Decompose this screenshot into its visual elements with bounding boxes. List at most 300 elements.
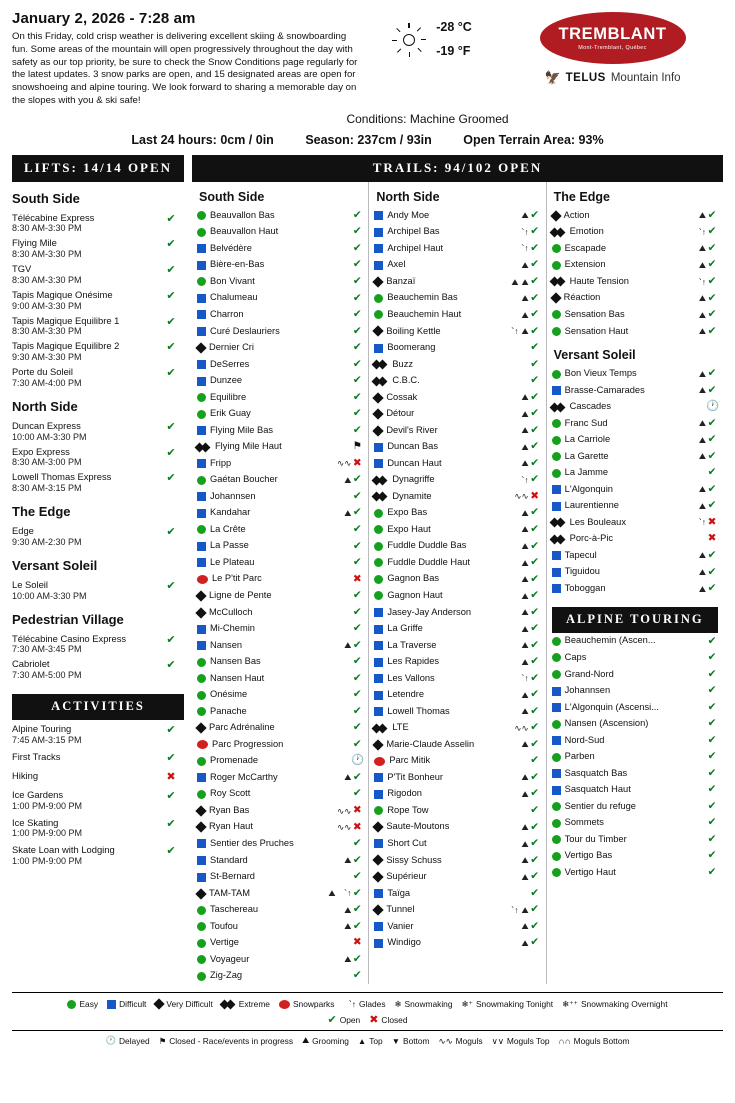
trail-row[interactable] (374, 786, 540, 803)
bottom-icon: ▼ (391, 1035, 400, 1046)
telus-logo (502, 70, 723, 86)
trail-icons (495, 540, 529, 553)
trail-column-title: The Edge (553, 189, 610, 204)
lift-row[interactable] (12, 469, 184, 495)
trail-row[interactable] (197, 290, 363, 307)
activity-row[interactable] (12, 720, 184, 748)
trail-row[interactable] (552, 498, 718, 515)
trail-row[interactable] (197, 703, 363, 720)
trail-row[interactable] (374, 869, 540, 886)
trail-row[interactable] (374, 737, 540, 754)
grooming-icon: ⛰ (521, 441, 529, 452)
trail-row[interactable] (374, 571, 540, 588)
status-open-icon: ✔ (530, 473, 540, 486)
trail-row[interactable] (197, 852, 363, 869)
trail-row[interactable] (197, 770, 363, 787)
lift-row[interactable] (12, 577, 184, 603)
status-open-icon: ✔ (707, 225, 717, 238)
trail-name: Chalumeau (210, 292, 258, 303)
trail-name: Le Plateau (210, 556, 255, 567)
difficulty-dd-icon (374, 377, 388, 386)
lift-row[interactable] (12, 418, 184, 444)
trail-row[interactable] (197, 505, 363, 522)
trail-row[interactable] (552, 366, 718, 383)
logo-subtitle: Mont-Tremblant, Québec (578, 45, 647, 51)
difficulty-green-icon (197, 972, 206, 981)
trail-row[interactable] (197, 819, 363, 836)
trail-name: Voyageur (210, 953, 250, 964)
grooming-icon: ⛰ (698, 550, 706, 561)
trail-row[interactable] (374, 323, 540, 340)
trail-name: Sensation Bas (564, 308, 625, 319)
difficulty-blue-icon (374, 344, 383, 353)
status-open-icon: ✔ (530, 638, 540, 651)
trail-name: Parben (564, 751, 595, 762)
trail-icons (495, 259, 529, 272)
trail-name: Nord-Sud (564, 734, 605, 745)
trail-row[interactable] (552, 241, 718, 258)
trail-row[interactable] (374, 654, 540, 671)
legend-item (562, 999, 667, 1009)
lift-name: Tapis Magique Equilibre 1 (12, 314, 120, 326)
difficulty-blue-icon (197, 492, 206, 501)
trail-row[interactable] (197, 720, 363, 737)
status-open-icon: ✔ (707, 208, 717, 221)
tremblant-logo (540, 12, 686, 64)
trail-row[interactable] (374, 670, 540, 687)
difficulty-green-icon (197, 790, 206, 799)
status-open-icon: ✔ (707, 582, 717, 595)
difficulty-green-icon (197, 757, 206, 766)
trail-row[interactable] (552, 699, 718, 716)
trail-row[interactable] (197, 307, 363, 324)
trail-row[interactable] (552, 683, 718, 700)
trail-name: Emotion (569, 226, 604, 237)
lift-row[interactable] (12, 364, 184, 390)
difficulty-blue-icon (197, 294, 206, 303)
status-open-icon: ✔ (352, 473, 362, 486)
lift-name: Télécabine Express (12, 211, 95, 223)
trail-icons (495, 738, 529, 751)
trail-row[interactable] (552, 399, 718, 416)
trail-row[interactable] (197, 654, 363, 671)
trail-icons (495, 606, 529, 619)
trail-column (368, 182, 545, 985)
trail-row[interactable] (197, 571, 363, 588)
trail-row[interactable] (374, 902, 540, 919)
stat-last-24-hours: Last 24 hours: 0cm / 0in (131, 132, 274, 147)
trail-row[interactable] (552, 716, 718, 733)
legend-item (395, 999, 453, 1009)
trail-row[interactable] (374, 687, 540, 704)
trail-row[interactable] (374, 720, 540, 737)
status-open-icon: ✔ (707, 275, 717, 288)
trail-row[interactable] (374, 538, 540, 555)
trail-row[interactable] (197, 224, 363, 241)
trail-row[interactable] (552, 465, 718, 482)
lift-name: Porte du Soleil (12, 366, 73, 377)
lift-status-icon: ✔ (166, 212, 176, 225)
trail-row[interactable] (197, 687, 363, 704)
trail-row[interactable] (374, 489, 540, 506)
legend-label: Very Difficult (166, 999, 213, 1010)
trail-row[interactable] (197, 803, 363, 820)
grooming-icon: ⛰ (521, 855, 529, 866)
difficulty-dd-icon (552, 518, 566, 527)
glades-icon: ︑↑ (515, 243, 529, 254)
trail-name: Roger McCarthy (210, 771, 278, 782)
trail-icons (495, 507, 529, 520)
trail-name: Ryan Haut (209, 821, 253, 832)
status-open-icon: ✔ (530, 357, 540, 370)
trail-name: St-Bernard (210, 871, 255, 882)
trail-row[interactable] (552, 848, 718, 865)
trail-row[interactable] (197, 389, 363, 406)
trail-row[interactable] (374, 604, 540, 621)
trail-row[interactable] (197, 902, 363, 919)
trail-row[interactable] (552, 307, 718, 324)
trail-row[interactable] (552, 257, 718, 274)
snowmaking-icon: ❄ (394, 999, 402, 1010)
trail-name: La Carriole (564, 434, 611, 445)
trail-name: Fuddle Duddle Bas (387, 540, 467, 551)
trail-row[interactable] (197, 323, 363, 340)
trail-name: Gagnon Haut (387, 590, 443, 601)
trail-row[interactable] (197, 538, 363, 555)
trail-row[interactable] (197, 241, 363, 258)
trail-row[interactable] (374, 373, 540, 390)
trail-row[interactable] (197, 274, 363, 291)
flag-icon: ⚑ (158, 1035, 167, 1046)
difficulty-blue-icon (552, 769, 561, 778)
difficulty-dd-icon (552, 535, 566, 544)
difficulty-blue-icon (197, 625, 206, 634)
status-open-icon: ✔ (352, 638, 362, 651)
trail-row[interactable] (374, 637, 540, 654)
trail-name: Expo Bas (387, 507, 428, 518)
trail-row[interactable] (374, 290, 540, 307)
glades-icon: ︑↑ (343, 999, 356, 1010)
lift-status-icon: ✔ (166, 367, 176, 379)
trail-row[interactable] (197, 885, 363, 902)
trail-row[interactable] (197, 935, 363, 952)
trail-row[interactable] (374, 439, 540, 456)
trail-row[interactable] (197, 869, 363, 886)
trail-name: Axel (387, 259, 406, 270)
trail-row[interactable] (197, 340, 363, 357)
trail-row[interactable] (197, 208, 363, 225)
trail-row[interactable] (197, 522, 363, 539)
trail-row[interactable] (197, 786, 363, 803)
trail-row[interactable] (552, 224, 718, 241)
trail-row[interactable] (374, 770, 540, 787)
trail-row[interactable] (197, 257, 363, 274)
lift-status-icon: ✔ (166, 526, 176, 538)
lift-status-icon: ✔ (166, 472, 176, 485)
trail-row[interactable] (552, 765, 718, 782)
status-open-icon: ✔ (530, 522, 540, 535)
trail-name: Les Vallons (387, 672, 435, 683)
difficulty-blue-icon (197, 856, 206, 865)
difficulty-green-icon (197, 476, 206, 485)
activity-row[interactable] (12, 748, 184, 767)
lift-status-icon: ✔ (166, 289, 176, 302)
trail-name: Andy Moe (387, 209, 430, 220)
lift-row[interactable] (12, 210, 184, 236)
trail-icons (317, 854, 351, 867)
trail-row[interactable] (197, 836, 363, 853)
trail-row[interactable] (374, 703, 540, 720)
trail-row[interactable] (197, 406, 363, 423)
grooming-icon: ⛰ (698, 434, 706, 445)
legend-row-status (12, 1013, 723, 1026)
trail-row[interactable] (552, 650, 718, 667)
trail-row[interactable] (374, 836, 540, 853)
trail-row[interactable] (197, 737, 363, 754)
trail-icons (495, 424, 529, 437)
trail-icons (672, 368, 706, 381)
difficulty-blue-icon (552, 551, 561, 560)
trail-name: Zig-Zag (210, 970, 243, 981)
difficulty-dd-icon (552, 228, 566, 237)
status-open-icon: ✔ (530, 423, 540, 436)
difficulty-park-icon (374, 757, 385, 766)
green-circle-icon (67, 1000, 76, 1009)
lift-row[interactable] (12, 523, 184, 549)
trail-name: Réaction (563, 292, 601, 303)
lift-group-title: Pedestrian Village (12, 611, 124, 627)
lift-row[interactable] (12, 656, 184, 682)
trail-row[interactable] (197, 604, 363, 621)
trail-row[interactable] (374, 918, 540, 935)
lift-hours: 10:00 AM-3:30 PM (12, 431, 87, 442)
trail-row[interactable] (197, 489, 363, 506)
trail-name: Johannsen (564, 685, 611, 696)
lift-hours: 7:30 AM-3:45 PM (12, 644, 82, 655)
trail-row[interactable] (552, 732, 718, 749)
difficulty-blue-icon (197, 641, 206, 650)
status-open-icon: ✔ (707, 634, 717, 647)
trail-row[interactable] (374, 257, 540, 274)
difficulty-green-icon (552, 802, 561, 811)
lift-row[interactable] (12, 287, 184, 313)
trail-icons (495, 441, 529, 454)
lift-hours: 7:30 AM-4:00 PM (12, 377, 82, 388)
moguls-icon: ∿∿ (337, 458, 352, 469)
grooming-icon: ⛰ (521, 640, 529, 651)
trail-row[interactable] (374, 588, 540, 605)
trail-row[interactable] (552, 531, 718, 548)
trail-icons (495, 590, 529, 603)
grooming-icon: ⛰ (521, 904, 529, 915)
trail-row[interactable] (197, 555, 363, 572)
trail-name: Dynagriffe (392, 474, 435, 485)
trail-row[interactable] (552, 749, 718, 766)
grooming-icon: ⛰ (344, 507, 352, 518)
activity-row[interactable] (12, 841, 184, 869)
trail-row[interactable] (197, 588, 363, 605)
trail-row[interactable] (374, 505, 540, 522)
trail-row[interactable] (374, 340, 540, 357)
trail-row[interactable] (197, 422, 363, 439)
trail-row[interactable] (374, 224, 540, 241)
lift-group-title: The Edge (12, 504, 71, 519)
trail-row[interactable] (197, 968, 363, 985)
legend-item (439, 1036, 483, 1046)
grooming-icon: ⛰ (521, 507, 529, 518)
trail-name: Porc-à-Pic (569, 533, 614, 544)
difficulty-blue-icon (197, 839, 206, 848)
trail-row[interactable] (197, 439, 363, 456)
trail-row[interactable] (197, 373, 363, 390)
trail-row[interactable] (374, 753, 540, 770)
trail-row[interactable] (374, 935, 540, 952)
trail-row[interactable] (552, 290, 718, 307)
trail-row[interactable] (197, 670, 363, 687)
activity-row[interactable] (12, 786, 184, 814)
trail-row[interactable] (374, 522, 540, 539)
trail-row[interactable] (552, 799, 718, 816)
status-closed-icon: ✖ (352, 936, 362, 949)
trail-row[interactable] (552, 666, 718, 683)
trail-row[interactable] (552, 323, 718, 340)
trail-row[interactable] (197, 472, 363, 489)
trail-row[interactable] (552, 448, 718, 465)
trail-icons (495, 920, 529, 933)
trail-row[interactable] (552, 865, 718, 882)
lifts-header-bar: LIFTS: 14/14 OPEN (12, 155, 184, 182)
trail-row[interactable] (552, 432, 718, 449)
lift-row[interactable] (12, 261, 184, 287)
trail-row[interactable] (552, 564, 718, 581)
trail-row[interactable] (552, 515, 718, 532)
trail-row[interactable] (374, 422, 540, 439)
trail-row[interactable] (374, 472, 540, 489)
status-open-icon: ✔ (352, 721, 362, 734)
status-open-icon: ✔ (352, 208, 362, 221)
trail-row[interactable] (552, 815, 718, 832)
trail-row[interactable] (552, 382, 718, 399)
trail-row[interactable] (552, 782, 718, 799)
status-open-icon: ✔ (352, 423, 362, 436)
trail-row[interactable] (197, 621, 363, 638)
trail-name: Duncan Haut (387, 457, 442, 468)
grooming-icon: ⛰ (698, 293, 706, 304)
trail-row[interactable] (197, 918, 363, 935)
trail-row[interactable] (374, 621, 540, 638)
grooming-icon: ⛰ (698, 243, 706, 254)
lift-row[interactable] (12, 338, 184, 364)
trail-icons (495, 854, 529, 867)
difficulty-blue-icon (197, 558, 206, 567)
trail-row[interactable] (197, 455, 363, 472)
trail-row[interactable] (552, 415, 718, 432)
status-open-icon: ✔ (530, 605, 540, 618)
trail-row[interactable] (552, 548, 718, 565)
lift-row[interactable] (12, 313, 184, 339)
trail-row[interactable] (552, 832, 718, 849)
lift-hours: 10:00 AM-3:30 PM (12, 590, 87, 601)
trail-name: Devil's River (386, 424, 438, 435)
status-open-icon: ✔ (530, 539, 540, 552)
branding-block (502, 10, 723, 86)
difficulty-park-icon (197, 575, 208, 584)
difficulty-green-icon (552, 653, 561, 662)
trail-row[interactable] (552, 208, 718, 225)
lift-row[interactable] (12, 444, 184, 470)
trail-row[interactable] (374, 208, 540, 225)
temperature-fahrenheit: -19 °F (436, 43, 471, 58)
difficulty-blue-icon (374, 443, 383, 452)
trail-row[interactable] (374, 241, 540, 258)
trail-row[interactable] (552, 581, 718, 598)
difficulty-blue-icon (374, 889, 383, 898)
activity-name: Alpine Touring (12, 723, 72, 734)
difficulty-green-icon (197, 906, 206, 915)
status-open-icon: ✔ (530, 308, 540, 321)
trail-row[interactable] (374, 307, 540, 324)
difficulty-green-icon (197, 922, 206, 931)
status-open-icon: ✔ (530, 407, 540, 420)
status-open-icon: ✔ (530, 737, 540, 750)
trail-name: Sissy Schuss (386, 854, 442, 865)
trail-row[interactable] (552, 481, 718, 498)
trail-name: Ligne de Pente (209, 590, 272, 601)
activity-row[interactable] (12, 814, 184, 842)
status-open-icon: ✔ (530, 704, 540, 717)
activity-row[interactable] (12, 767, 184, 786)
status-open-icon: ✔ (352, 622, 362, 635)
trail-icons (495, 325, 529, 338)
difficulty-green-icon (374, 525, 383, 534)
trail-icons (495, 490, 529, 503)
temperature-celsius: -28 °C (436, 20, 472, 34)
trail-row[interactable] (374, 406, 540, 423)
trail-row[interactable] (374, 356, 540, 373)
difficulty-green-icon (374, 509, 383, 518)
trail-row[interactable] (374, 885, 540, 902)
trail-row[interactable] (374, 819, 540, 836)
trail-name: Grand-Nord (564, 668, 614, 679)
lift-row[interactable] (12, 235, 184, 261)
trail-row[interactable] (197, 356, 363, 373)
trail-column-title: South Side (199, 189, 265, 204)
trail-row[interactable] (552, 274, 718, 291)
status-open-icon: ✔ (352, 952, 362, 965)
trail-row[interactable] (374, 803, 540, 820)
trail-icons (495, 904, 529, 917)
status-open-icon: ✔ (530, 556, 540, 569)
trail-row[interactable] (374, 389, 540, 406)
trail-name: Tiguidou (564, 566, 600, 577)
grooming-icon: ⛰ (521, 326, 529, 337)
trail-row[interactable] (374, 274, 540, 291)
grooming-icon: ⛰ (344, 855, 352, 866)
trail-row[interactable] (374, 555, 540, 572)
lift-hours: 8:30 AM-3:00 PM (12, 457, 82, 468)
top-icon: ▲ (357, 1035, 367, 1046)
trail-row[interactable] (552, 633, 718, 650)
trail-row[interactable] (374, 455, 540, 472)
moguls-icon: ∿∿ (438, 1035, 453, 1046)
trail-row[interactable] (374, 852, 540, 869)
status-open-icon: ✔ (707, 308, 717, 321)
trail-row[interactable] (197, 637, 363, 654)
trail-row[interactable] (197, 951, 363, 968)
trail-row[interactable] (197, 753, 363, 770)
lift-row[interactable] (12, 631, 184, 657)
glades-icon: ︑↑ (693, 226, 706, 237)
